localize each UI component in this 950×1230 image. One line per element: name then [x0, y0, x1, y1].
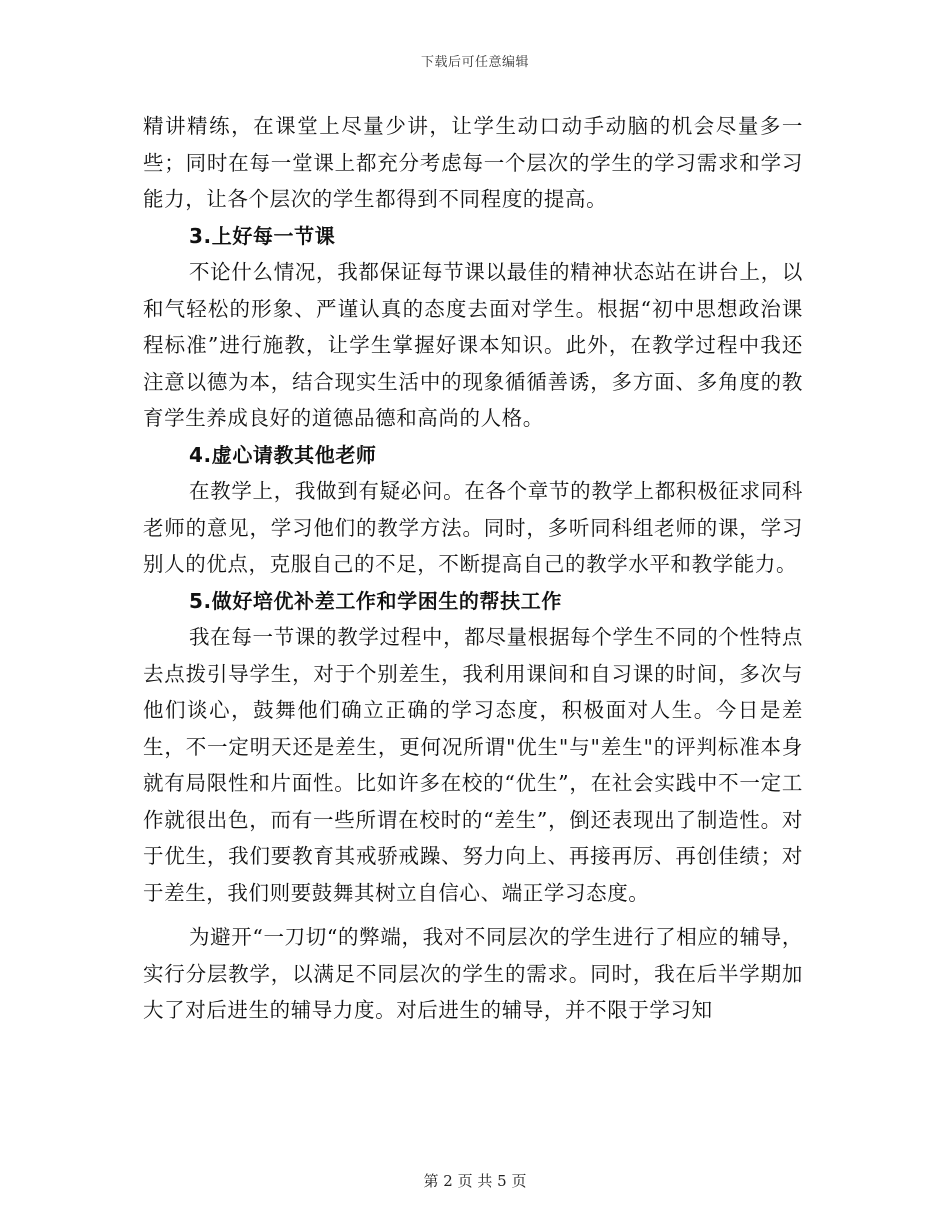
section-heading-5: 5.做好培优补差工作和学困生的帮扶工作	[189, 588, 562, 613]
paragraph-4: 我在每一节课的教学过程中，都尽量根据每个学生不同的个性特点去点拨引导学生，对于个别差生，我利用课间和自习课的时间，多次与他们谈心，鼓舞他们确立正确的学习态度，积极面对人生。今日是差生，不一定明天还是差生，更何况所谓"优生"与"差生"的评判标准本身就有局限性和片面性。比如许多在校的“优生”，在社会实践中不一定工作就很出色，而有一些所谓在校时的“差生”，倒还表现出了制造性。对于优生，我们要教育其戒骄戒躁、努力向上、再接再厉、再创佳绩；对于差生，我们则要鼓舞其树立自信心、端正学习态度。	[143, 625, 803, 905]
paragraph-3: 在教学上，我做到有疑必问。在各个章节的教学上都积极征求同科老师的意见，学习他们的教学方法。同时，多听同科组老师的课，学习别人的优点，克服自己的不足，不断提高自己的教学水平和教学能力。	[143, 479, 803, 576]
paragraph-2: 不论什么情况，我都保证每节课以最佳的精神状态站在讲台上，以和气轻松的形象、严谨认真的态度去面对学生。根据“初中思想政治课程标准”进行施教，让学生掌握好课本知识。此外，在教学过程中我还注意以德为本，结合现实生活中的现象循循善诱，多方面、多角度的教育学生养成良好的道德品德和高尚的人格。	[143, 260, 803, 430]
page-header: 下载后可任意编辑	[420, 55, 529, 70]
section-heading-3: 3.上好每一节课	[189, 223, 336, 248]
page-footer: 第 2 页 共 5 页	[423, 1172, 527, 1190]
paragraph-5: 为避开“一刀切“的弊端，我对不同层次的学生进行了相应的辅导，实行分层教学，以满足不同层次的学生的需求。同时，我在后半学期加大了对后进生的辅导力度。对后进生的辅导，并不限于学习知	[143, 925, 803, 1022]
section-heading-4: 4.虚心请教其他老师	[189, 442, 377, 467]
paragraph-1: 精讲精练，在课堂上尽量少讲，让学生动口动手动脑的机会尽量多一些；同时在每一堂课上都充分考虑每一个层次的学生的学习需求和学习能力，让各个层次的学生都得到不同程度的提高。	[143, 114, 803, 211]
document-body	[143, 108, 803, 1029]
paragraph-gap	[143, 911, 803, 919]
